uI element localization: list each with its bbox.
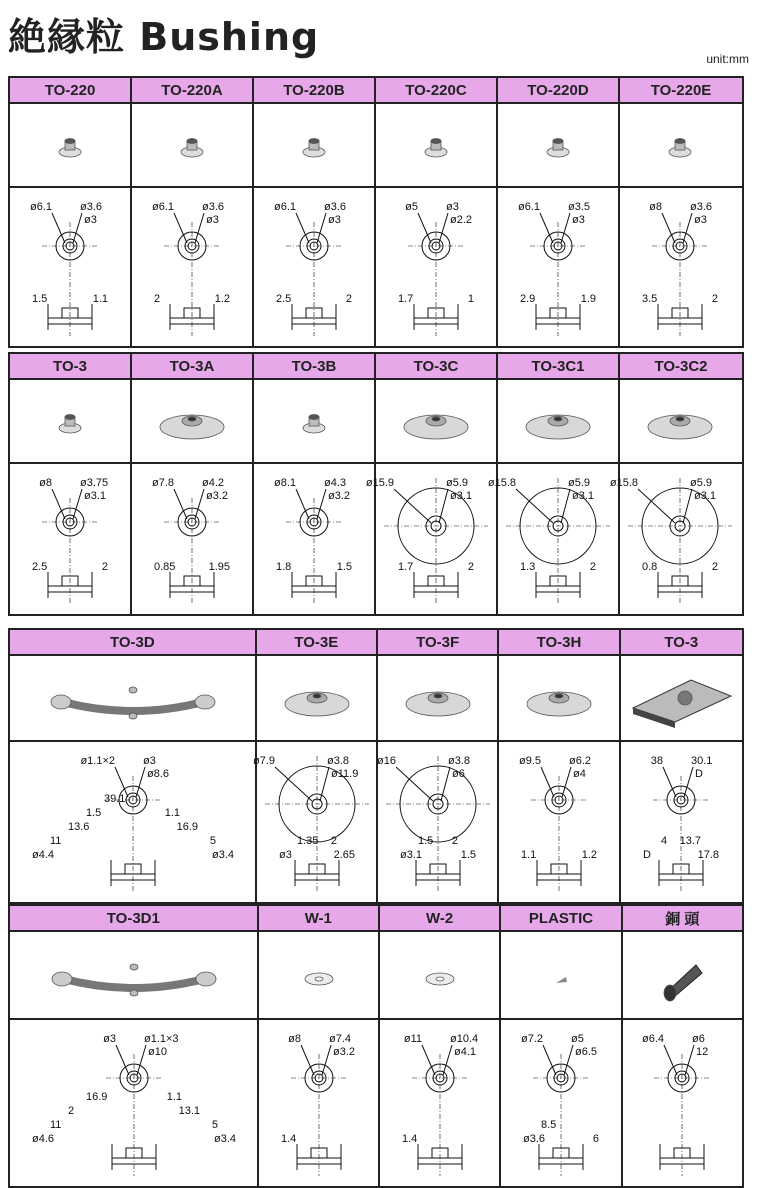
drawing-cell: [376, 188, 498, 346]
unit-label: unit:mm: [706, 52, 749, 66]
photo-cell: [380, 932, 501, 1018]
dimension-label: 2: [711, 293, 718, 305]
technical-drawing: [653, 767, 709, 892]
bushing-photo: [51, 687, 215, 719]
technical-drawing: [384, 478, 488, 604]
header-row: [10, 354, 742, 380]
dimension-label: ø7.8: [151, 477, 174, 489]
dimension-label: 1.5: [460, 849, 476, 861]
product-name: W-2: [380, 906, 501, 930]
technical-drawing: [506, 478, 610, 604]
drawing-cell: [252, 742, 378, 902]
dimension-label: ø3.5: [568, 201, 591, 213]
photo-cell: [10, 104, 132, 186]
bushing-photo: [426, 973, 454, 985]
dimension-label: ø3: [694, 214, 707, 226]
technical-drawing: [42, 213, 98, 336]
product-section: [8, 352, 744, 616]
product-name: PLASTIC: [501, 906, 622, 930]
product-section: [8, 76, 744, 348]
dimension-label: ø5.9: [690, 477, 713, 489]
dimension-label: 0.85: [154, 561, 176, 573]
drawing-cell: [499, 742, 620, 902]
dimension-label: ø3.6: [690, 201, 713, 213]
photo-cell: [621, 656, 742, 740]
dimension-label: 4: [660, 835, 667, 847]
dimension-label: ø9.5: [519, 755, 542, 767]
dimension-label: ø3: [84, 214, 97, 226]
drawing-row: [10, 742, 742, 902]
technical-drawing: [105, 767, 161, 892]
drawing-cell: [620, 188, 742, 346]
dimension-label: ø5: [571, 1033, 585, 1045]
page-title: 絶縁粒 Bushing: [8, 15, 320, 59]
drawing-row: [10, 464, 742, 614]
dimension-label: 2: [451, 835, 458, 847]
dimension-label: 1.1: [164, 807, 180, 819]
dimension-label: ø1.1×2: [80, 755, 115, 767]
dimension-label: ø15.9: [365, 477, 394, 489]
dimension-label: D: [694, 768, 703, 780]
photo-cell: [10, 656, 257, 740]
product-name: TO-3B: [254, 354, 376, 378]
dimension-label: ø3: [446, 201, 459, 213]
product-name: TO-3C1: [498, 354, 620, 378]
drawing-cell: [365, 464, 498, 614]
dimension-label: ø7.9: [252, 755, 275, 767]
dimension-label: 1.8: [276, 561, 292, 573]
dimension-label: 1.1: [521, 849, 537, 861]
dimension-label: D: [642, 849, 651, 861]
dimension-label: 2: [154, 293, 161, 305]
dimension-label: ø4.1: [453, 1046, 476, 1058]
dimension-label: 2.9: [520, 293, 536, 305]
bushing-photo: [547, 139, 569, 158]
drawing-cell: [621, 742, 742, 902]
dimension-label: ø5: [405, 201, 418, 213]
dimension-label: 5: [211, 1119, 218, 1131]
photo-row: [10, 656, 742, 742]
dimension-label: ø3.75: [80, 477, 109, 489]
dimension-label: ø4.2: [202, 477, 225, 489]
dimension-label: ø3: [103, 1033, 116, 1045]
drawing-cell: [259, 1020, 380, 1186]
dimension-label: ø6.5: [575, 1046, 598, 1058]
product-name: TO-3D1: [10, 906, 259, 930]
dimension-label: ø4.6: [32, 1133, 55, 1145]
dimension-label: 1.5: [32, 293, 48, 305]
bushing-photo: [59, 415, 81, 434]
technical-drawing: [654, 1045, 710, 1176]
dimension-label: 12: [695, 1046, 708, 1058]
bushing-photo: [303, 139, 325, 158]
product-section: [8, 628, 744, 904]
dimension-label: ø6.1: [151, 201, 174, 213]
dimension-label: 16.9: [176, 821, 198, 833]
dimension-label: ø3: [278, 849, 292, 861]
technical-drawing: [286, 489, 342, 604]
dimension-label: ø11.9: [330, 768, 358, 780]
bushing-photo: [181, 139, 203, 158]
dimension-label: 11: [50, 835, 62, 847]
dimension-label: 8.5: [541, 1119, 557, 1131]
photo-cell: [376, 104, 498, 186]
product-name: TO-3A: [132, 354, 254, 378]
dimension-label: 2: [330, 835, 337, 847]
dimension-label: ø10: [148, 1046, 167, 1058]
technical-drawing: [533, 1045, 589, 1176]
drawing-cell: [378, 742, 499, 902]
photo-cell: [132, 380, 254, 462]
drawing-cell: [380, 1020, 501, 1186]
bushing-photo: [664, 965, 702, 1001]
dimension-label: 2.65: [333, 849, 355, 861]
photo-cell: [257, 656, 378, 740]
dimension-label: ø3.2: [328, 490, 351, 502]
dimension-label: 1.5: [86, 807, 102, 819]
dimension-label: 1.7: [398, 561, 414, 573]
dimension-label: 2: [467, 561, 474, 573]
product-name: TO-3F: [378, 630, 499, 654]
dimension-label: 1.7: [398, 293, 414, 305]
dimension-label: ø6.1: [273, 201, 296, 213]
dimension-label: ø8: [649, 201, 662, 213]
dimension-label: 2: [345, 293, 352, 305]
dimension-label: 1.95: [208, 561, 230, 573]
dimension-label: ø3: [143, 755, 156, 767]
product-name: TO-220D: [498, 78, 620, 102]
dimension-label: 16.9: [86, 1091, 108, 1103]
bushing-photo: [425, 139, 447, 158]
dimension-label: 1.1: [92, 293, 108, 305]
product-name: TO-3C2: [620, 354, 742, 378]
drawing-row: [10, 1020, 742, 1186]
technical-drawing: [530, 213, 586, 336]
dimension-label: ø4: [573, 768, 587, 780]
bushing-photo: [52, 964, 216, 996]
dimension-label: 1.4: [280, 1133, 296, 1145]
bushing-photo: [59, 139, 81, 158]
photo-cell: [623, 932, 742, 1018]
dimension-label: 3.5: [642, 293, 658, 305]
dimension-label: 1.3: [520, 561, 536, 573]
dimension-label: ø4.4: [32, 849, 55, 861]
technical-drawing: [291, 1045, 347, 1176]
photo-cell: [10, 380, 132, 462]
drawing-cell: [132, 188, 254, 346]
dimension-label: ø3.4: [213, 1133, 236, 1145]
dimension-label: ø16: [377, 755, 396, 767]
bushing-photo: [633, 680, 731, 728]
technical-drawing: [531, 767, 587, 892]
product-name: TO-3E: [257, 630, 378, 654]
dimension-label: 13.7: [679, 835, 701, 847]
dimension-label: ø3.6: [202, 201, 225, 213]
photo-cell: [501, 932, 622, 1018]
drawing-cell: [10, 1020, 259, 1186]
dimension-label: ø3.1: [694, 490, 717, 502]
photo-cell: [254, 104, 376, 186]
drawing-row: [10, 188, 742, 346]
dimension-label: ø7.2: [521, 1033, 544, 1045]
dimension-label: ø3: [572, 214, 585, 226]
product-name: TO-3D: [10, 630, 257, 654]
dimension-label: ø3.6: [523, 1133, 546, 1145]
photo-cell: [498, 104, 620, 186]
dimension-label: 0.8: [642, 561, 658, 573]
dimension-label: 2: [589, 561, 596, 573]
dimension-label: ø3.6: [324, 201, 347, 213]
photo-cell: [254, 380, 376, 462]
bushing-photo: [406, 692, 470, 716]
bushing-photo: [669, 139, 691, 158]
dimension-label: ø3.1: [399, 849, 422, 861]
dimension-label: 39.1: [104, 793, 126, 805]
bushing-photo: [305, 973, 333, 985]
bushing-photo: [303, 415, 325, 434]
dimension-label: ø8: [287, 1033, 301, 1045]
product-section: [8, 904, 744, 1188]
dimension-label: ø8.6: [147, 768, 170, 780]
drawing-cell: [10, 742, 257, 902]
photo-cell: [10, 932, 259, 1018]
dimension-label: ø4.3: [324, 477, 347, 489]
drawing-cell: [501, 1020, 622, 1186]
bushing-photo: [527, 692, 591, 716]
dimension-label: ø5.9: [568, 477, 591, 489]
drawing-cell: [609, 464, 742, 614]
drawing-cell: [623, 1020, 742, 1186]
photo-cell: [498, 380, 620, 462]
dimension-label: 1.1: [166, 1091, 182, 1103]
product-name: TO-3H: [499, 630, 620, 654]
technical-drawing: [628, 478, 732, 604]
bushing-photo: [556, 977, 567, 983]
dimension-label: 1.4: [401, 1133, 418, 1145]
dimension-label: ø3: [328, 214, 341, 226]
technical-drawing: [386, 756, 490, 892]
product-name: TO-220C: [376, 78, 498, 102]
technical-drawing: [412, 1045, 468, 1176]
header-row: [10, 630, 742, 656]
dimension-label: ø10.4: [449, 1033, 479, 1045]
dimension-label: 1.35: [296, 835, 319, 847]
dimension-label: ø3.8: [447, 755, 470, 767]
dimension-label: ø3.2: [206, 490, 229, 502]
dimension-label: 1.2: [214, 293, 230, 305]
dimension-label: 13.6: [68, 821, 90, 833]
technical-drawing: [106, 1045, 162, 1176]
dimension-label: 11: [50, 1119, 62, 1131]
dimension-label: 1.9: [580, 293, 596, 305]
technical-drawing: [42, 489, 98, 604]
dimension-label: ø6: [451, 768, 465, 780]
header-row: [10, 906, 742, 932]
dimension-label: ø15.8: [609, 477, 638, 489]
dimension-label: ø1.1×3: [144, 1033, 179, 1045]
dimension-label: ø15.8: [487, 477, 516, 489]
photo-cell: [376, 380, 498, 462]
dimension-label: ø11: [403, 1033, 422, 1045]
photo-row: [10, 380, 742, 464]
product-name: TO-220B: [254, 78, 376, 102]
technical-drawing: [652, 213, 708, 336]
dimension-label: ø3.8: [326, 755, 349, 767]
dimension-label: ø3.2: [332, 1046, 355, 1058]
technical-drawing: [164, 489, 220, 604]
photo-row: [10, 932, 742, 1020]
product-name: TO-220: [10, 78, 132, 102]
photo-row: [10, 104, 742, 188]
dimension-label: 17.8: [697, 849, 719, 861]
dimension-label: ø3.6: [80, 201, 103, 213]
bushing-photo: [648, 415, 712, 439]
photo-cell: [132, 104, 254, 186]
dimension-label: 13.1: [178, 1105, 200, 1117]
bushing-photo: [404, 415, 468, 439]
dimension-label: ø3: [206, 214, 219, 226]
dimension-label: 30.1: [690, 755, 713, 767]
bushing-photo: [285, 692, 349, 716]
photo-cell: [620, 380, 742, 462]
dimension-label: ø3.4: [211, 849, 234, 861]
drawing-cell: [498, 188, 620, 346]
dimension-label: 2.5: [276, 293, 292, 305]
bushing-photo: [160, 415, 224, 439]
dimension-label: ø2.2: [450, 214, 473, 226]
dimension-label: ø6.4: [641, 1033, 664, 1045]
dimension-label: ø6.1: [29, 201, 52, 213]
photo-cell: [499, 656, 620, 740]
drawing-cell: [10, 464, 132, 614]
dimension-label: ø8: [39, 477, 52, 489]
product-name: TO-3C: [376, 354, 498, 378]
dimension-label: ø3.1: [450, 490, 473, 502]
dimension-label: ø6.1: [517, 201, 540, 213]
drawing-cell: [132, 464, 254, 614]
dimension-label: 1.2: [582, 849, 598, 861]
dimension-label: 38: [650, 755, 663, 767]
dimension-label: ø7.4: [328, 1033, 351, 1045]
drawing-cell: [254, 188, 376, 346]
product-name: TO-220A: [132, 78, 254, 102]
dimension-label: ø8.1: [273, 477, 296, 489]
product-name: TO-3: [10, 354, 132, 378]
photo-cell: [259, 932, 380, 1018]
dimension-label: 1: [467, 293, 474, 305]
technical-drawing: [164, 213, 220, 336]
technical-drawing: [286, 213, 342, 336]
bushing-photo: [526, 415, 590, 439]
dimension-label: ø3.1: [572, 490, 595, 502]
dimension-label: 1.5: [336, 561, 352, 573]
drawing-cell: [254, 464, 376, 614]
photo-cell: [378, 656, 499, 740]
header-row: [10, 78, 742, 104]
dimension-label: ø5.9: [446, 477, 469, 489]
dimension-label: 2.5: [32, 561, 48, 573]
dimension-label: ø3.1: [84, 490, 107, 502]
dimension-label: 6: [593, 1133, 600, 1145]
product-name: TO-3: [621, 630, 742, 654]
dimension-label: 2: [711, 561, 718, 573]
product-name: 銅 頭: [623, 906, 742, 930]
dimension-label: ø6.2: [569, 755, 592, 767]
dimension-label: ø6: [691, 1033, 705, 1045]
dimension-label: 2: [68, 1105, 75, 1117]
technical-drawing: [408, 213, 464, 336]
drawing-cell: [10, 188, 132, 346]
product-name: TO-220E: [620, 78, 742, 102]
dimension-label: 5: [209, 835, 216, 847]
drawing-cell: [487, 464, 620, 614]
dimension-label: 2: [101, 561, 108, 573]
product-name: W-1: [259, 906, 380, 930]
photo-cell: [620, 104, 742, 186]
dimension-label: 1.5: [417, 835, 434, 847]
